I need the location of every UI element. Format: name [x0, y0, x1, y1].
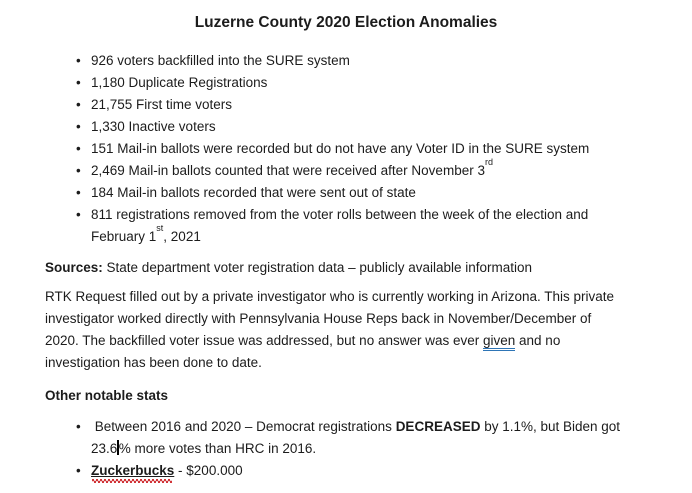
list-item: [91, 182, 671, 204]
spellcheck-flagged-word[interactable]: Zuckerbucks: [91, 463, 175, 478]
ordinal-superscript: st: [156, 223, 164, 233]
list-item-text: 1,330 Inactive voters: [91, 119, 216, 134]
list-item-line: • 811 registrations removed from the voter rolls between the week of the election and: [91, 207, 589, 222]
paragraph-line: investigation has been done to date.: [45, 355, 262, 370]
stat-item: [91, 416, 671, 460]
stat-text: 23.6: [91, 441, 118, 456]
list-item-text: 926 voters backfilled into the SURE system: [91, 53, 350, 68]
stat-text: by 1.1%, but Biden got: [480, 419, 621, 434]
stat-item-line: [91, 416, 671, 438]
other-stats-list: [45, 416, 671, 482]
paragraph-line: investigator worked directly with Pennsylvania House Reps back in November/December of: [45, 311, 592, 326]
grammar-flagged-word[interactable]: given: [483, 333, 515, 351]
other-stats-heading: Other notable stats: [45, 388, 169, 403]
rtk-paragraph: [45, 286, 671, 374]
ordinal-superscript: rd: [484, 157, 493, 167]
stat-item: [91, 460, 671, 482]
document-content: [45, 50, 671, 482]
sources-line: [45, 257, 671, 279]
paragraph-line: [45, 330, 671, 352]
list-item-line: [91, 223, 671, 248]
stat-item-line: [91, 438, 671, 460]
list-item: [91, 94, 671, 116]
list-item-text: 2,469 Mail-in ballots counted that were received after November 3: [91, 163, 485, 178]
list-item: [91, 116, 671, 138]
paragraph-line: RTK Request filled out by a private investigator who is currently working in Arizona. This private: [45, 289, 615, 304]
list-item-text: , 2021: [163, 229, 201, 244]
list-item-text: February 1: [91, 229, 157, 244]
list-item-text: 184 Mail-in ballots recorded that were sent out of state: [91, 185, 416, 200]
stat-text: % more votes than HRC in 2016.: [118, 441, 317, 456]
list-item: [91, 204, 671, 248]
paragraph-text: 2020. The backfilled voter issue was addressed, but no answer was ever: [45, 333, 483, 348]
list-item: [91, 138, 671, 160]
list-item: [91, 72, 671, 94]
list-item-text: 1,180 Duplicate Registrations: [91, 75, 268, 90]
document-title: Luzerne County 2020 Election Anomalies: [194, 14, 498, 31]
emphasis-decreased: DECREASED: [395, 419, 481, 434]
list-item-text: 21,755 First time voters: [91, 97, 233, 112]
anomalies-list: [45, 50, 671, 248]
list-item: [91, 50, 671, 72]
stat-text: - $200.000: [174, 463, 243, 478]
stat-text: Between 2016 and 2020 – Democrat registrations: [91, 419, 396, 434]
sources-label: Sources:: [45, 260, 103, 275]
sources-text: State department voter registration data – publicly available information: [102, 260, 533, 275]
paragraph-text: and no: [515, 333, 561, 348]
list-item: [91, 157, 671, 182]
list-item-text: 151 Mail-in ballots were recorded but do not have any Voter ID in the SURE system: [91, 141, 590, 156]
